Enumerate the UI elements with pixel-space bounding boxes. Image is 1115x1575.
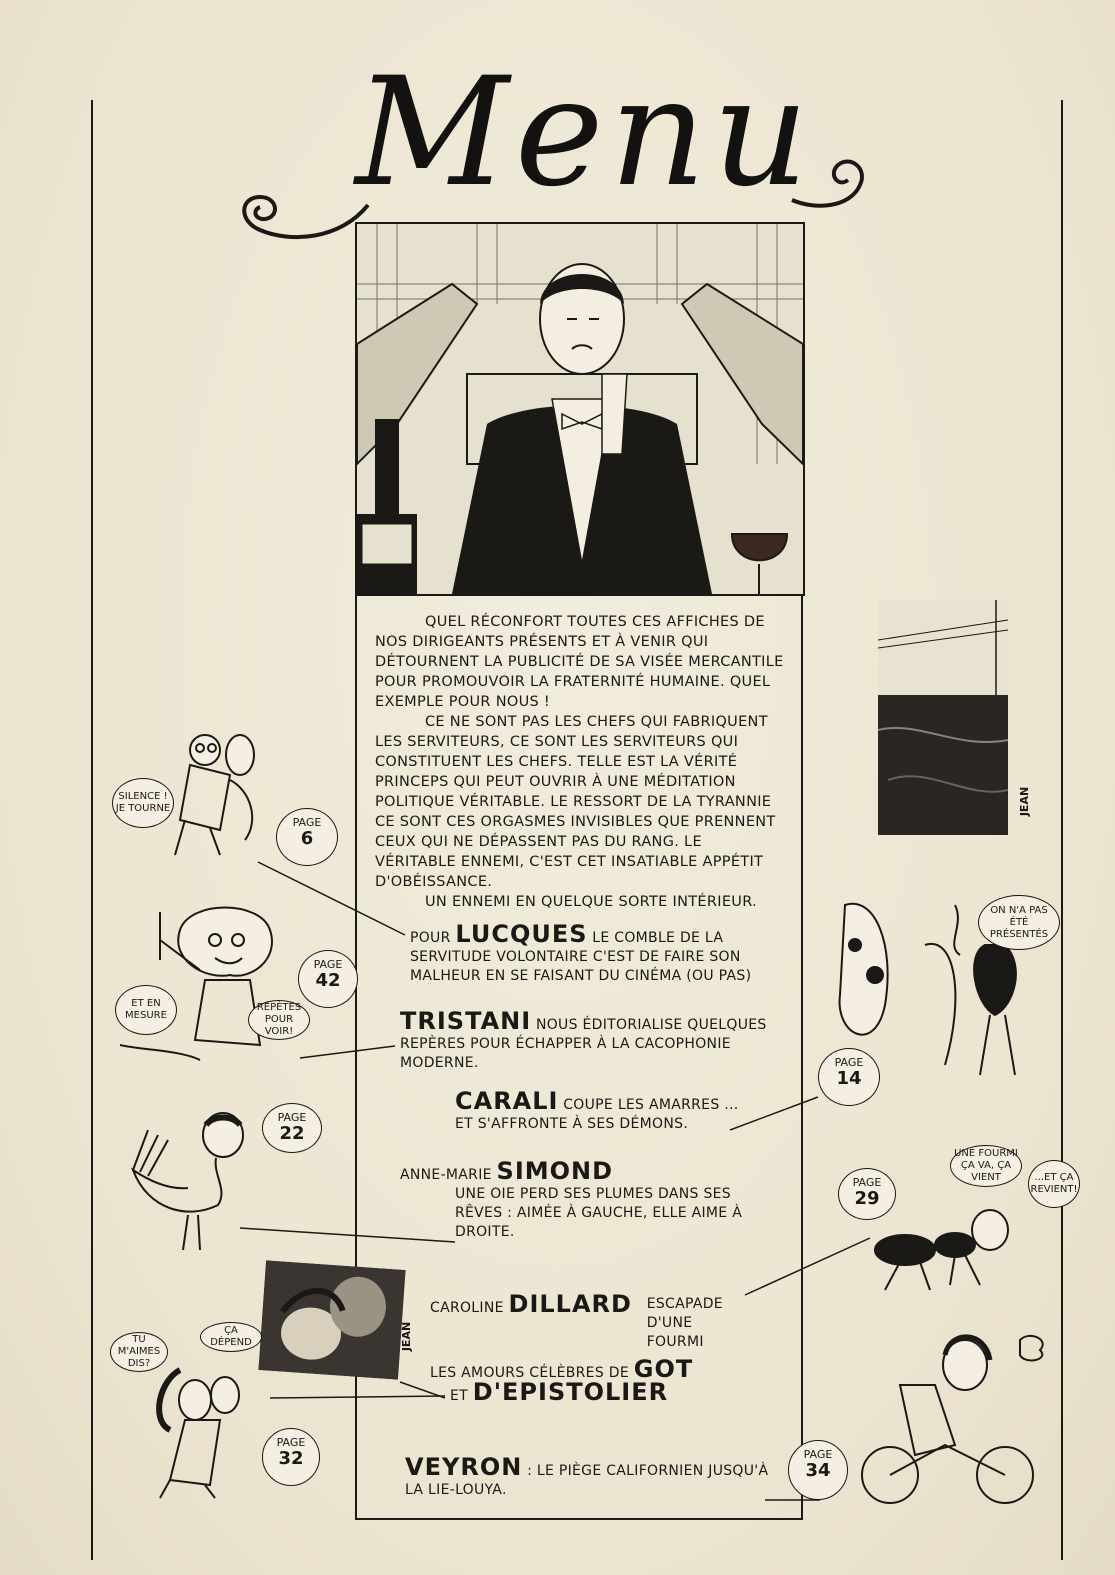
page-tag-22-label: PAGE	[277, 1111, 307, 1124]
couple-photo	[258, 1260, 405, 1379]
entry-tristani-name: TRISTANI	[400, 1007, 532, 1035]
landscape-photo	[878, 600, 1008, 835]
entry-lucques-text: LE COMBLE DE LA SERVITUDE VOLONTAIRE C'EST DE FAIRE SON MALHEUR EN SE FAISANT DU CINÉMA (OU PAS)	[410, 930, 752, 984]
entry-dillard-name: DILLARD	[508, 1290, 632, 1318]
bubble-mesure: ET EN MESURE	[115, 985, 177, 1035]
page-tag-14-label: PAGE	[834, 1056, 864, 1069]
intro-paragraph-2: CE NE SONT PAS LES CHEFS QUI FABRIQUENT LES SERVITEURS, CE SONT LES SERVITEURS QUI CONSTITUENT LES CHEFS. TELLE EST LA VÉRITÉ PRINCEPS QUI PEUT OUVRIR À UNE MÉDITATION POLITIQUE VÉRITABLE. LE RESSORT DE LA TYRANNIE CE SONT CES ORGASMES INVISIBLES QUE PRENNENT CEUX QUI NE DÉPASSENT PAS DU RANG. LE VÉRITABLE ENNEMI, C'EST CET INSATIABLE APPÉTIT D'OBÉISSANCE.	[375, 714, 776, 890]
bubble-presentes: ON N'A PAS ÉTÉ PRÉSENTÉS	[978, 895, 1060, 950]
page-tag-32	[262, 1428, 320, 1486]
bubble-aimes: TU M'AIMES DIS?	[110, 1332, 168, 1372]
goose-doodle	[128, 1110, 268, 1260]
entry-got-name2: D'EPISTOLIER	[472, 1378, 669, 1406]
entry-lucques-pre: POUR	[410, 930, 451, 946]
entry-simond-name: SIMOND	[496, 1157, 614, 1185]
signature-jean-top: JEAN	[1018, 786, 1032, 817]
entry-tristani-text: NOUS ÉDITORIALISE QUELQUES REPÈRES POUR ÉCHAPPER À LA CACOPHONIE MODERNE.	[400, 1017, 767, 1071]
bubble-revient: ...ET ÇA REVIENT!	[1028, 1160, 1080, 1208]
entry-dillard-pre: CAROLINE	[430, 1300, 504, 1316]
page-tag-29-number: 29	[854, 1188, 880, 1209]
entry-lucques-name: LUCQUES	[455, 920, 588, 948]
page-title: Menu	[355, 46, 815, 220]
entry-simond-pre: ANNE-MARIE	[400, 1167, 492, 1183]
entry-veyron-text: : LE PIÈGE CALIFORNIEN JUSQU'À LA LIE-LOUYA.	[405, 1463, 769, 1498]
entry-carali-text: COUPE LES AMARRES ... ET S'AFFRONTE À SES DÉMONS.	[455, 1097, 739, 1132]
page-tag-14	[818, 1048, 880, 1106]
page-tag-29-label: PAGE	[852, 1176, 882, 1189]
page-tag-22	[262, 1103, 322, 1153]
page-tag-14-number: 14	[836, 1068, 862, 1089]
entry-simond-text: UNE OIE PERD SES PLUMES DANS SES RÊVES : AIMÉE À GAUCHE, ELLE AIME À DROITE.	[455, 1186, 743, 1240]
bubble-fourmi: UNE FOURMI ÇA VA, ÇA VIENT	[950, 1145, 1022, 1187]
bubble-depend: ÇA DÉPEND	[200, 1322, 262, 1352]
page-tag-6-number: 6	[300, 828, 314, 849]
entry-got-name: GOT	[633, 1355, 694, 1383]
bubble-repetes: RÉPÈTES POUR VOIR!	[248, 1000, 310, 1040]
bubble-silence: SILENCE ! JE TOURNE	[112, 778, 174, 828]
entry-veyron-name: VEYRON	[405, 1453, 523, 1481]
ant-doodle	[860, 1200, 1030, 1300]
page-tag-32-number: 32	[278, 1448, 304, 1469]
signature-jean-bottom: JEAN	[400, 1321, 414, 1352]
page-tag-42	[298, 950, 358, 1008]
biker-doodle	[825, 1325, 1055, 1515]
page-tag-42-number: 42	[315, 970, 341, 991]
entry-carali-name: CARALI	[455, 1087, 559, 1115]
page-tag-32-label: PAGE	[276, 1436, 306, 1449]
page-tag-42-label: PAGE	[313, 958, 343, 971]
page-tag-34	[788, 1440, 848, 1500]
entry-got-mid: ET	[450, 1388, 468, 1404]
page-tag-22-number: 22	[279, 1123, 305, 1144]
entry-got-pre: LES AMOURS CÉLÈBRES DE	[430, 1365, 629, 1381]
page-tag-34-number: 34	[805, 1460, 831, 1481]
intro-paragraph-1: QUEL RÉCONFORT TOUTES CES AFFICHES DE NOS DIRIGEANTS PRÉSENTS ET À VENIR QUI DÉTOURNENT LA PUBLICITÉ DE SA VISÉE MERCANTILE POUR PROMOUVOIR LA FRATERNITÉ HUMAINE. QUEL EXEMPLE POUR NOUS !	[375, 614, 784, 710]
entry-dillard-text: ESCAPADE D'UNE FOURMI	[646, 1296, 723, 1350]
couple-doodle	[140, 1360, 270, 1500]
intro-paragraph-3: UN ENNEMI EN QUELQUE SORTE INTÉRIEUR.	[425, 894, 757, 910]
page-tag-6	[276, 808, 338, 866]
page-tag-6-label: PAGE	[292, 816, 322, 829]
page-tag-34-label: PAGE	[803, 1448, 833, 1461]
